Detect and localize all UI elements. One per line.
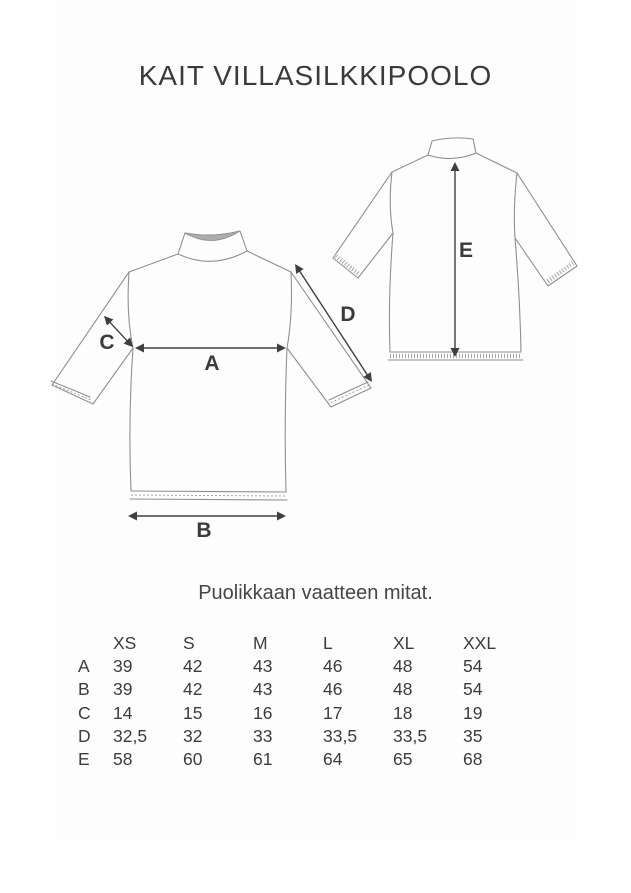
back-right-sleeve-outline xyxy=(515,173,577,286)
table-cell: 64 xyxy=(323,748,343,769)
back-left-cuff-stitching xyxy=(336,256,359,274)
table-cell: 32,5 xyxy=(113,725,148,746)
table-cell: 43 xyxy=(253,679,273,700)
column-header-xxl: XXL xyxy=(463,633,497,653)
column-header-s: S xyxy=(183,633,195,653)
table-cell: 58 xyxy=(113,748,133,769)
front-hem-top-line xyxy=(131,491,286,492)
row-label: B xyxy=(78,679,90,700)
front-right-armhole-seam xyxy=(287,272,292,348)
table-cell: 14 xyxy=(113,702,133,723)
measurement-label-a: A xyxy=(204,352,220,375)
back-right-armhole-seam xyxy=(514,173,517,238)
column-header-xs: XS xyxy=(113,633,137,653)
table-cell: 19 xyxy=(463,702,483,723)
measurement-label-e: E xyxy=(458,239,474,262)
table-cell: 32 xyxy=(183,725,203,746)
front-hem-bottom-line xyxy=(130,499,287,500)
table-cell: 42 xyxy=(183,656,203,677)
front-right-cuff-band xyxy=(329,382,368,400)
measure-arrow-d xyxy=(299,271,367,376)
measurement-label-d: D xyxy=(340,303,356,326)
page-title: KAIT VILLASILKKIPOOLO xyxy=(138,60,493,91)
table-cell: 61 xyxy=(253,748,273,769)
column-header-m: M xyxy=(253,633,268,653)
measurement-arrows xyxy=(110,170,456,516)
table-cell: 17 xyxy=(323,702,343,723)
table-cell: 54 xyxy=(463,656,483,677)
front-left-cuff-band xyxy=(51,381,90,397)
table-subtitle: Puolikkaan vaatteen mitat. xyxy=(198,582,433,604)
table-cell: 18 xyxy=(393,702,413,723)
row-label: C xyxy=(78,702,91,723)
table-cell: 65 xyxy=(393,748,413,769)
back-left-armhole-seam xyxy=(390,172,393,233)
column-header-l: L xyxy=(323,633,333,653)
front-hem-stitching xyxy=(131,495,286,496)
table-cell: 48 xyxy=(393,679,413,700)
measurement-label-c: C xyxy=(99,331,115,354)
size-table xyxy=(78,632,533,771)
row-label: A xyxy=(78,656,90,677)
front-right-cuff-stitching xyxy=(330,385,369,403)
table-cell: 48 xyxy=(393,656,413,677)
back-left-sleeve-outline xyxy=(333,172,393,278)
table-cell: 46 xyxy=(323,679,343,700)
row-label: D xyxy=(78,725,91,746)
table-corner-cell xyxy=(78,632,113,655)
table-cell: 46 xyxy=(323,656,343,677)
table-cell: 60 xyxy=(183,748,203,769)
measurement-label-b: B xyxy=(196,519,212,542)
table-cell: 43 xyxy=(253,656,273,677)
table-cell: 33 xyxy=(253,725,273,746)
table-cell: 54 xyxy=(463,679,483,700)
table-cell: 33,5 xyxy=(323,725,358,746)
row-label: E xyxy=(78,748,90,769)
column-header-xl: XL xyxy=(393,633,415,653)
table-cell: 39 xyxy=(113,656,133,677)
table-cell: 16 xyxy=(253,702,273,723)
table-cell: 68 xyxy=(463,748,483,769)
table-cell: 33,5 xyxy=(393,725,428,746)
front-left-sleeve-outline xyxy=(52,272,133,404)
table-cell: 39 xyxy=(113,679,133,700)
front-left-cuff-stitching xyxy=(52,384,91,400)
front-left-armhole-seam xyxy=(128,272,133,348)
back-right-cuff-stitching xyxy=(547,263,573,282)
table-cell: 42 xyxy=(183,679,203,700)
table-cell: 15 xyxy=(183,702,203,723)
table-cell: 35 xyxy=(463,725,483,746)
back-collar-outline xyxy=(428,138,476,159)
